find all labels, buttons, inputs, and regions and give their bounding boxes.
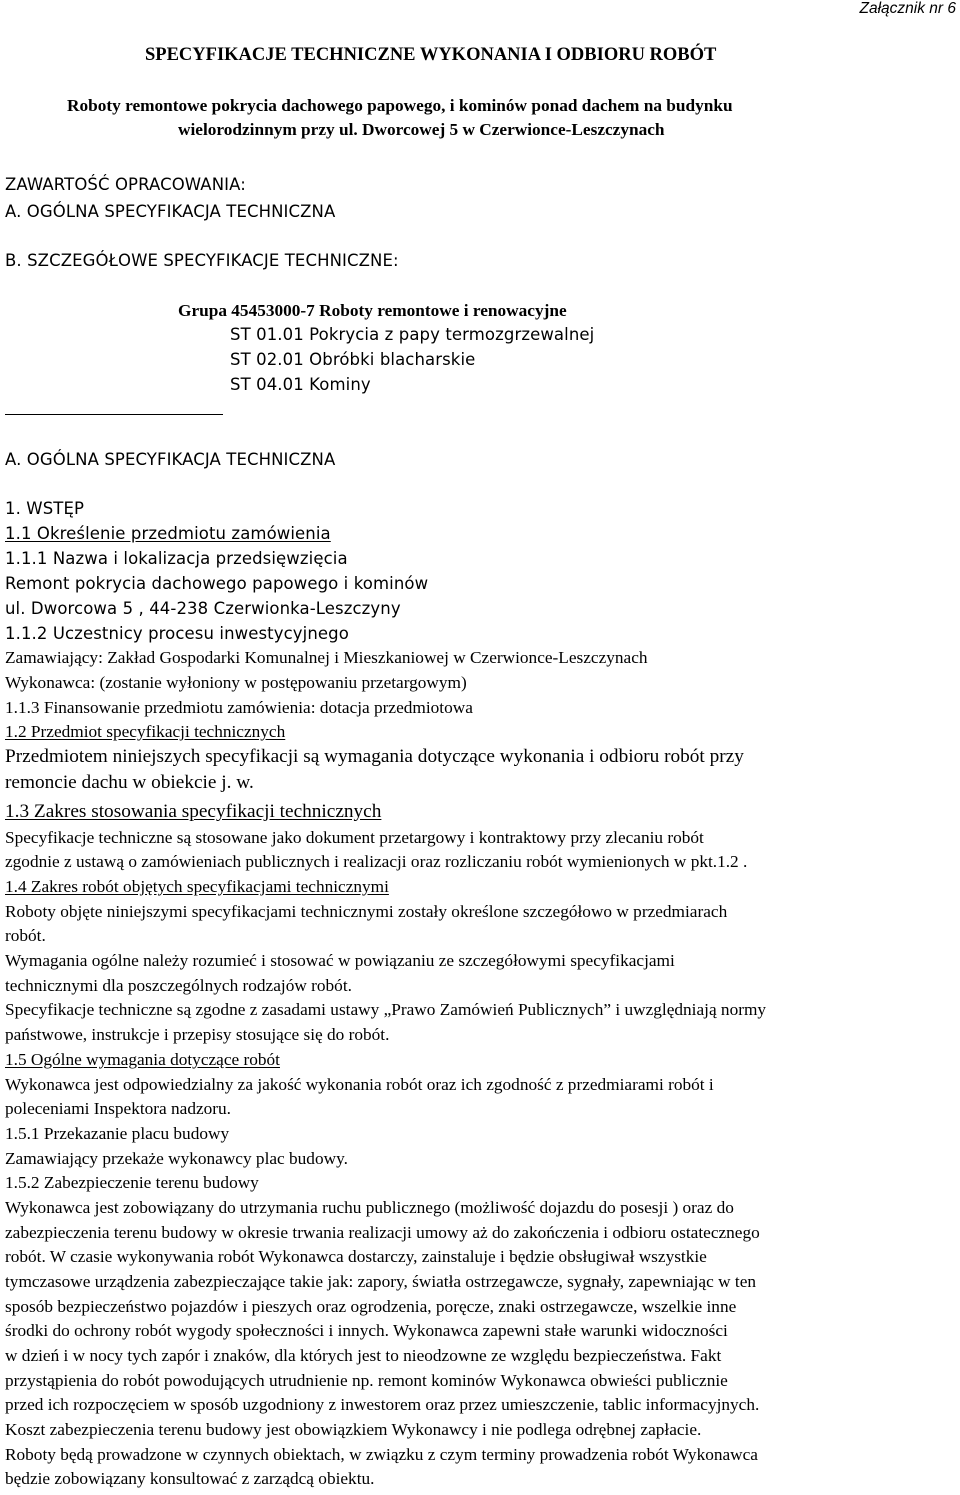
document-subtitle-line-1: Roboty remontowe pokrycia dachowego papowego, i kominów ponad dachem na budynku bbox=[67, 96, 733, 115]
subsection-1-2-heading: 1.2 Przedmiot specyfikacji technicznych bbox=[5, 722, 286, 741]
paragraph-line: środki do ochrony robót wygody społeczności i innych. Wykonawca zapewni stałe warunki widoczności bbox=[5, 1321, 728, 1340]
document-subtitle-line-2: wielorodzinnym przy ul. Dworcowej 5 w Czerwionce-Leszczynach bbox=[178, 120, 665, 139]
subsection-1-1-1-heading: 1.1.1 Nazwa i lokalizacja przedsięwzięcia bbox=[5, 549, 348, 568]
paragraph-line: Przedmiotem niniejszych specyfikacji są wymagania dotyczące wykonania i odbioru robót przy bbox=[5, 746, 744, 767]
contents-st-item: ST 04.01 Kominy bbox=[230, 375, 371, 394]
subsection-1-1-2-heading: 1.1.2 Uczestnicy procesu inwestycyjnego bbox=[5, 624, 349, 643]
subsection-1-4-heading: 1.4 Zakres robót objętych specyfikacjami technicznymi bbox=[5, 877, 389, 896]
paragraph-line: poleceniami Inspektora nadzoru. bbox=[5, 1099, 232, 1118]
subsection-1-5-heading: 1.5 Ogólne wymagania dotyczące robót bbox=[5, 1050, 280, 1069]
paragraph-line: państwowe, instrukcje i przepisy stosujące się do robót. bbox=[5, 1025, 390, 1044]
subsection-1-1-3-heading: 1.1.3 Finansowanie przedmiotu zamówienia: dotacja przedmiotowa bbox=[5, 698, 473, 717]
paragraph-line: przystąpienia do robót powodujących utrudnienie np. remont kominów Wykonawca obwieści publicznie bbox=[5, 1371, 728, 1390]
contents-group: Grupa 45453000-7 Roboty remontowe i renowacyjne bbox=[178, 301, 567, 320]
contents-st-item: ST 02.01 Obróbki blacharskie bbox=[230, 350, 476, 369]
subsection-1-5-2-heading: 1.5.2 Zabezpieczenie terenu budowy bbox=[5, 1173, 259, 1192]
paragraph-line: Specyfikacje techniczne są stosowane jako dokument przetargowy i kontraktowy przy zlecaniu robót bbox=[5, 828, 704, 847]
paragraph-line: Wymagania ogólne należy rozumieć i stosować w powiązaniu ze szczegółowymi specyfikacjami bbox=[5, 951, 675, 970]
paragraph-line: sposób bezpieczeństwo pojazdów i pieszych oraz ogrodzenia, poręcze, znaki ostrzegawcze, wszelkie inne bbox=[5, 1297, 737, 1316]
paragraph-line: remoncie dachu w obiekcie j. w. bbox=[5, 772, 254, 793]
paragraph-line: Koszt zabezpieczenia terenu budowy jest obowiązkiem Wykonawcy i nie podlega odrębnej zapłacie. bbox=[5, 1420, 702, 1439]
subsection-1-5-1-heading: 1.5.1 Przekazanie placu budowy bbox=[5, 1124, 230, 1143]
subsection-1-1-heading: 1.1 Określenie przedmiotu zamówienia bbox=[5, 524, 331, 543]
contents-st-item: ST 01.01 Pokrycia z papy termozgrzewalnej bbox=[230, 325, 595, 344]
annex-label: Załącznik nr 6 bbox=[859, 0, 956, 17]
paragraph-line: Zamawiający: Zakład Gospodarki Komunalnej i Mieszkaniowej w Czerwionce-Leszczynach bbox=[5, 648, 648, 667]
paragraph-line: Wykonawca: (zostanie wyłoniony w postępowaniu przetargowym) bbox=[5, 673, 467, 692]
paragraph-line: tymczasowe urządzenia zabezpieczające takie jak: zapory, światła ostrzegawcze, sygnały, zapewniając w ten bbox=[5, 1272, 756, 1291]
paragraph-line: Zamawiający przekaże wykonawcy plac budowy. bbox=[5, 1149, 348, 1168]
paragraph-line: Remont pokrycia dachowego papowego i kominów bbox=[5, 574, 429, 593]
paragraph-line: będzie zobowiązany konsultować z zarządcą obiektu. bbox=[5, 1469, 375, 1488]
paragraph-line: ul. Dworcowa 5 , 44-238 Czerwionka-Leszczyny bbox=[5, 599, 401, 618]
paragraph-line: Wykonawca jest zobowiązany do utrzymania ruchu publicznego (możliwość dojazdu do posesji ) oraz do bbox=[5, 1198, 734, 1217]
document-title: SPECYFIKACJE TECHNICZNE WYKONANIA I ODBIORU ROBÓT bbox=[145, 45, 717, 65]
paragraph-line: Roboty będą prowadzone w czynnych obiektach, w związku z czym terminy prowadzenia robót Wykonawca bbox=[5, 1445, 758, 1464]
contents-label: ZAWARTOŚĆ OPRACOWANIA: bbox=[5, 175, 246, 194]
section-heading: A. OGÓLNA SPECYFIKACJA TECHNICZNA bbox=[5, 450, 336, 469]
separator-rule bbox=[5, 414, 223, 415]
paragraph-line: Wykonawca jest odpowiedzialny za jakość wykonania robót oraz ich zgodność z przedmiarami robót i bbox=[5, 1075, 714, 1094]
paragraph-line: robót. bbox=[5, 926, 46, 945]
contents-item-a: A. OGÓLNA SPECYFIKACJA TECHNICZNA bbox=[5, 202, 336, 221]
paragraph-line: zgodnie z ustawą o zamówieniach publicznych i realizacji oraz rozliczaniu robót wymienionych w pkt.1.2 . bbox=[5, 852, 748, 871]
paragraph-line: robót. W czasie wykonywania robót Wykonawca dostarczy, zainstaluje i będzie obsługiwał wszystkie bbox=[5, 1247, 707, 1266]
paragraph-line: technicznymi dla poszczególnych rodzajów robót. bbox=[5, 976, 352, 995]
paragraph-line: Roboty objęte niniejszymi specyfikacjami technicznymi zostały określone szczegółowo w przedmiarach bbox=[5, 902, 728, 921]
contents-item-b: B. SZCZEGÓŁOWE SPECYFIKACJE TECHNICZNE: bbox=[5, 251, 399, 270]
paragraph-line: Specyfikacje techniczne są zgodne z zasadami ustawy „Prawo Zamówień Publicznych” i uwzględniają normy bbox=[5, 1000, 767, 1019]
subsection-1-3-heading: 1.3 Zakres stosowania specyfikacji technicznych bbox=[5, 801, 382, 822]
paragraph-line: zabezpieczenia terenu budowy w okresie trwania realizacji umowy aż do zakończenia i odbioru ostatecznego bbox=[5, 1223, 760, 1242]
paragraph-line: w dzień i w nocy tych zapór i znaków, dla których jest to nieodzowne ze względu bezpieczeństwa. Fakt bbox=[5, 1346, 722, 1365]
paragraph-line: przed ich rozpoczęciem w sposób uzgodniony z inwestorem oraz przez umieszczenie, tablic informacyjnych. bbox=[5, 1395, 760, 1414]
section-1-heading: 1. WSTĘP bbox=[5, 499, 85, 518]
